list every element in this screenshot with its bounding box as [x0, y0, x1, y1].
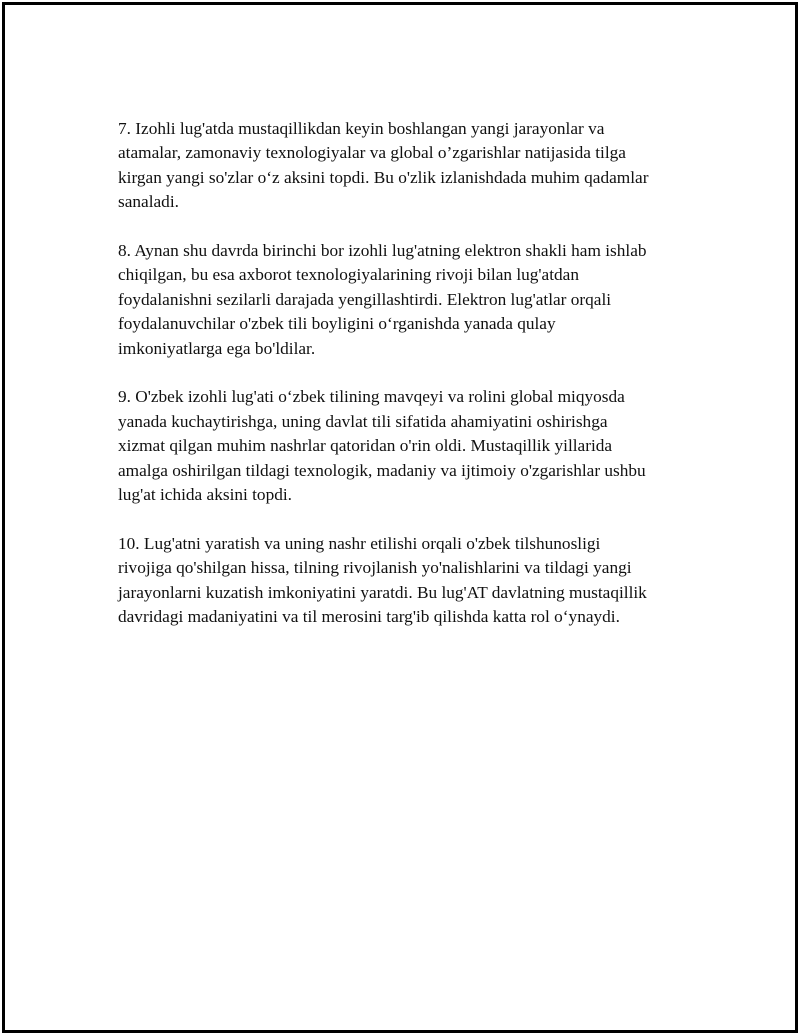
document-body	[118, 117, 703, 654]
paragraph-7: 7. Izohli lug'atda mustaqillikdan keyin boshlangan yangi jarayonlar va atamalar, zamonaviy texnologiyalar va global o’zgarishlar natijasida tilga kirgan yangi so'zlar o‘z aksini topdi. Bu o'zlik izlanishdada muhim qadamlar sanaladi.	[118, 119, 649, 212]
paragraph-8: 8. Aynan shu davrda birinchi bor izohli lug'atning elektron shakli ham ishlab chiqilgan, bu esa axborot texnologiyalarining rivoji bilan lug'atdan foydalanishni sezilarli darajada yengillashtirdi. Elektron lug'atlar orqali foydalanuvchilar o'zbek tili boyligini o‘rganishda yanada qulay imkoniyatlarga ega bo'ldilar.	[118, 241, 647, 358]
paragraph-9: 9. O'zbek izohli lug'ati o‘zbek tilining mavqeyi va rolini global miqyosda yanada kuchaytirishga, uning davlat tili sifatida ahamiyatini oshirishga xizmat qilgan muhim nashrlar qatoridan o'rin oldi. Mustaqillik yillarida amalga oshirilgan tildagi texnologik, madaniy va ijtimoiy o'zgarishlar ushbu lug'at ichida aksini topdi.	[118, 387, 646, 505]
paragraph-10: 10. Lug'atni yaratish va uning nashr etilishi orqali o'zbek tilshunosligi rivojiga qo'shilgan hissa, tilning rivojlanish yo'nalishlarini va tildagi yangi jarayonlarni kuzatish imkoniyatini yaratdi. Bu lug'AT davlatning mustaqillik davridagi madaniyatini va til merosini targ'ib qilishda katta rol o‘ynaydi.	[118, 533, 647, 627]
